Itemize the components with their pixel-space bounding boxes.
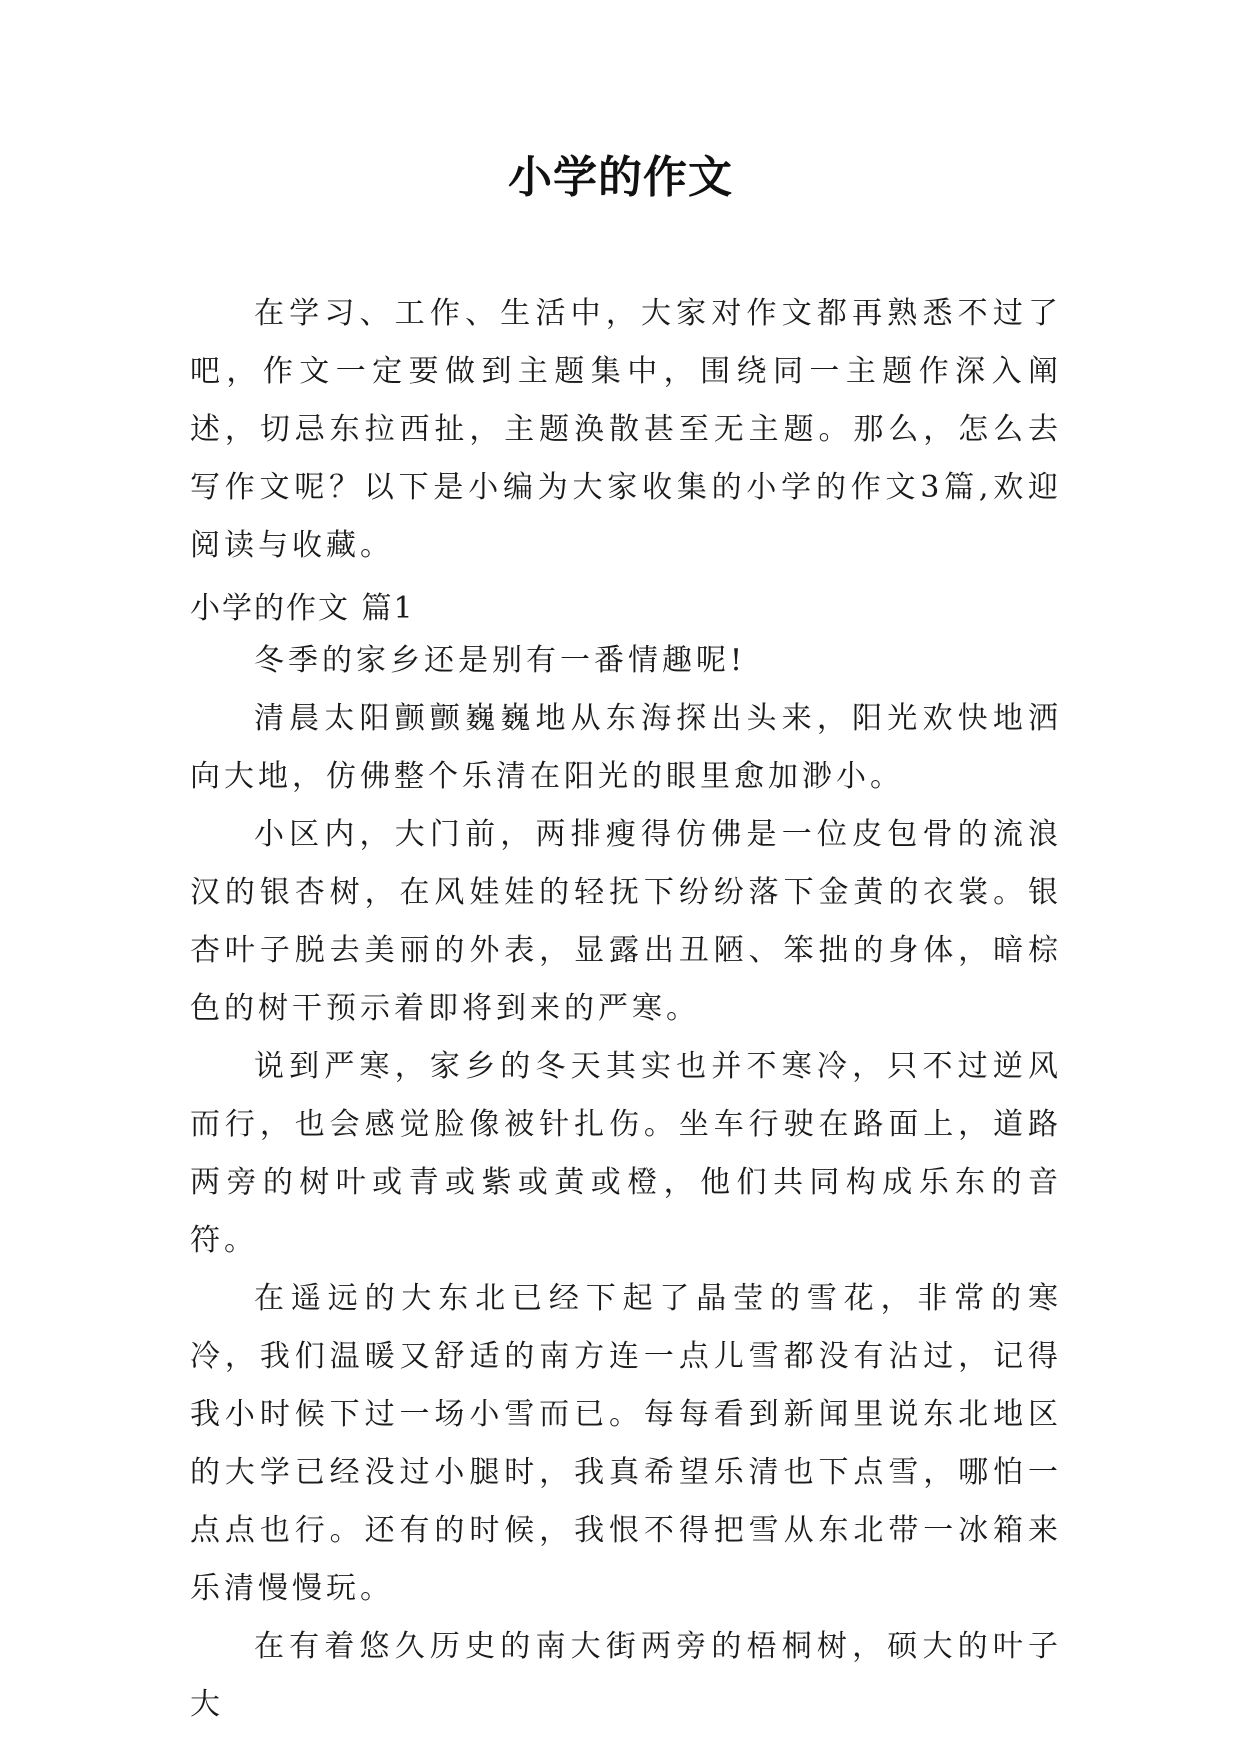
document-title: 小学的作文	[508, 152, 733, 203]
intro-paragraph: 在学习、工作、生活中，大家对作文都再熟悉不过了吧，作文一定要做到主题集中，围绕同一主题作深入阐述，切忌东拉西扯，主题涣散甚至无主题。那么，怎么去写作文呢？以下是小编为大家收集的小学的作文3篇,欢迎阅读与收藏。	[190, 296, 1062, 563]
intro-block	[190, 285, 1062, 575]
essay-paragraph: 说到严寒，家乡的冬天其实也并不寒冷，只不过逆风而行，也会感觉脸像被针扎伤。坐车行驶在路面上，道路两旁的树叶或青或紫或黄或橙，他们共同构成乐东的音符。	[190, 1049, 1062, 1258]
essay-paragraph: 在遥远的大东北已经下起了晶莹的雪花，非常的寒冷，我们温暖又舒适的南方连一点儿雪都没有沾过，记得我小时候下过一场小雪而已。每每看到新闻里说东北地区的大学已经没过小腿时，我真希望乐清也下点雪，哪怕一点点也行。还有的时候，我恨不得把雪从东北带一冰箱来乐清慢慢玩。	[190, 1281, 1062, 1606]
section-heading: 小学的作文 篇1	[190, 591, 415, 626]
essay-body	[190, 632, 1062, 1734]
essay-paragraph: 清晨太阳颤颤巍巍地从东海探出头来，阳光欢快地洒向大地，仿佛整个乐清在阳光的眼里愈加渺小。	[190, 701, 1062, 794]
essay-paragraph: 冬季的家乡还是别有一番情趣呢!	[254, 643, 747, 678]
essay-paragraph: 在有着悠久历史的南大街两旁的梧桐树，硕大的叶子大	[190, 1629, 1062, 1722]
essay-paragraph: 小区内，大门前，两排瘦得仿佛是一位皮包骨的流浪汉的银杏树，在风娃娃的轻抚下纷纷落下金黄的衣裳。银杏叶子脱去美丽的外表，显露出丑陋、笨拙的身体，暗棕色的树干预示着即将到来的严寒。	[190, 817, 1062, 1026]
